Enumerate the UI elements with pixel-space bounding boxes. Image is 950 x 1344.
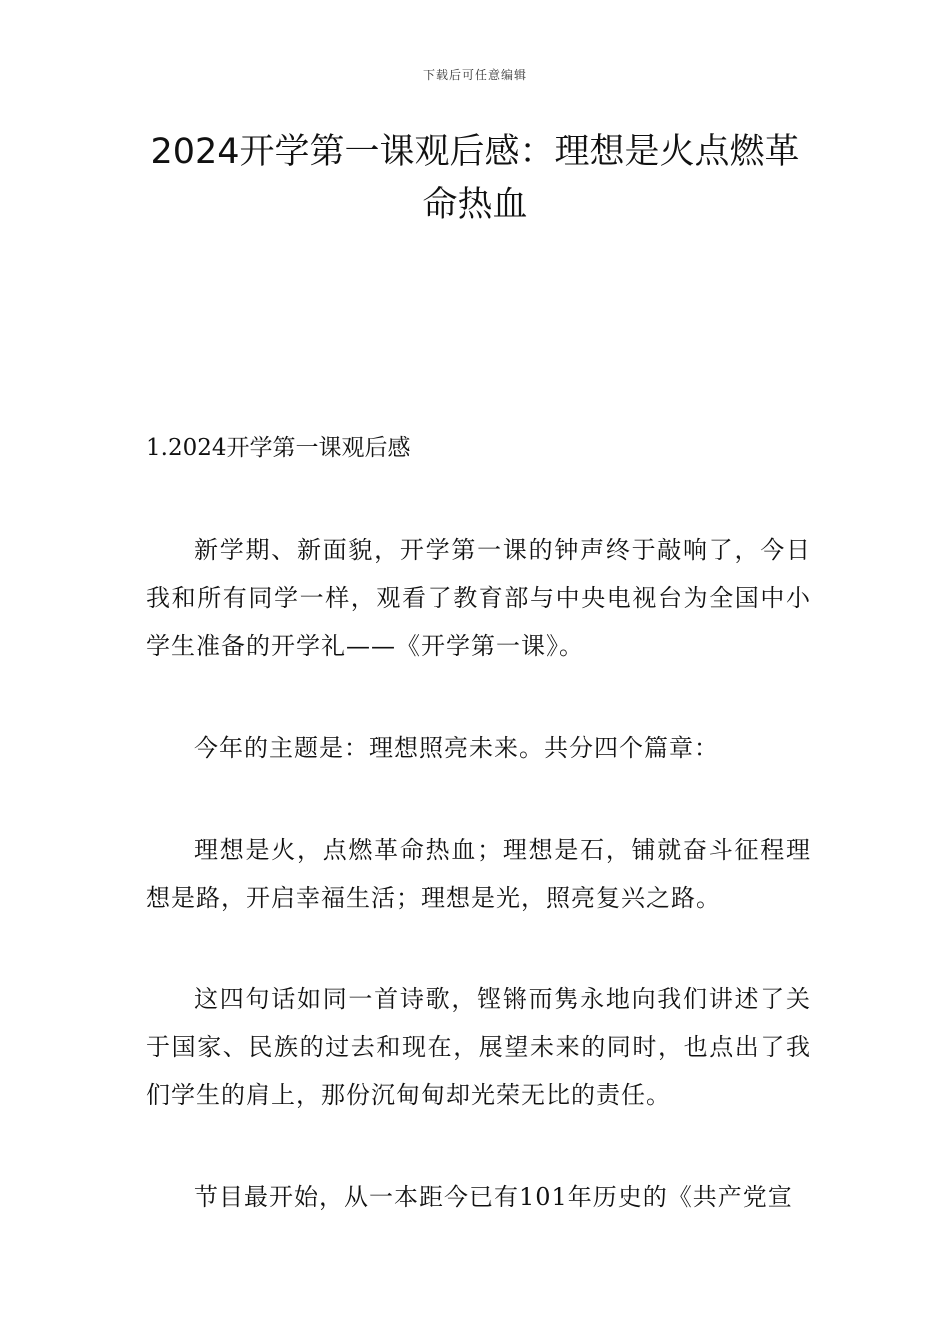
section-heading: 1.2024开学第一课观后感 [146, 435, 411, 461]
paragraph-2: 今年的主题是：理想照亮未来。共分四个篇章： [194, 734, 719, 762]
paragraph-5: 节目最开始，从一本距今已有101年历史的《共产党宣 [194, 1183, 793, 1211]
document-title: 2024开学第一课观后感：理想是火点燃革命热血 [150, 132, 800, 225]
paragraph-1: 新学期、新面貌，开学第一课的钟声终于敲响了，今日我和所有同学一样，观看了教育部与中央电视台为全国中小学生准备的开学礼——《开学第一课》。 [146, 536, 811, 660]
paragraph-4: 这四句话如同一首诗歌，铿锵而隽永地向我们讲述了关于国家、民族的过去和现在，展望未来的同时，也点出了我们学生的肩上，那份沉甸甸却光荣无比的责任。 [146, 985, 811, 1109]
header-note: 下载后可任意编辑 [422, 68, 527, 82]
paragraph-3: 理想是火，点燃革命热血；理想是石，铺就奋斗征程理想是路，开启幸福生活；理想是光，照亮复兴之路。 [146, 836, 811, 912]
